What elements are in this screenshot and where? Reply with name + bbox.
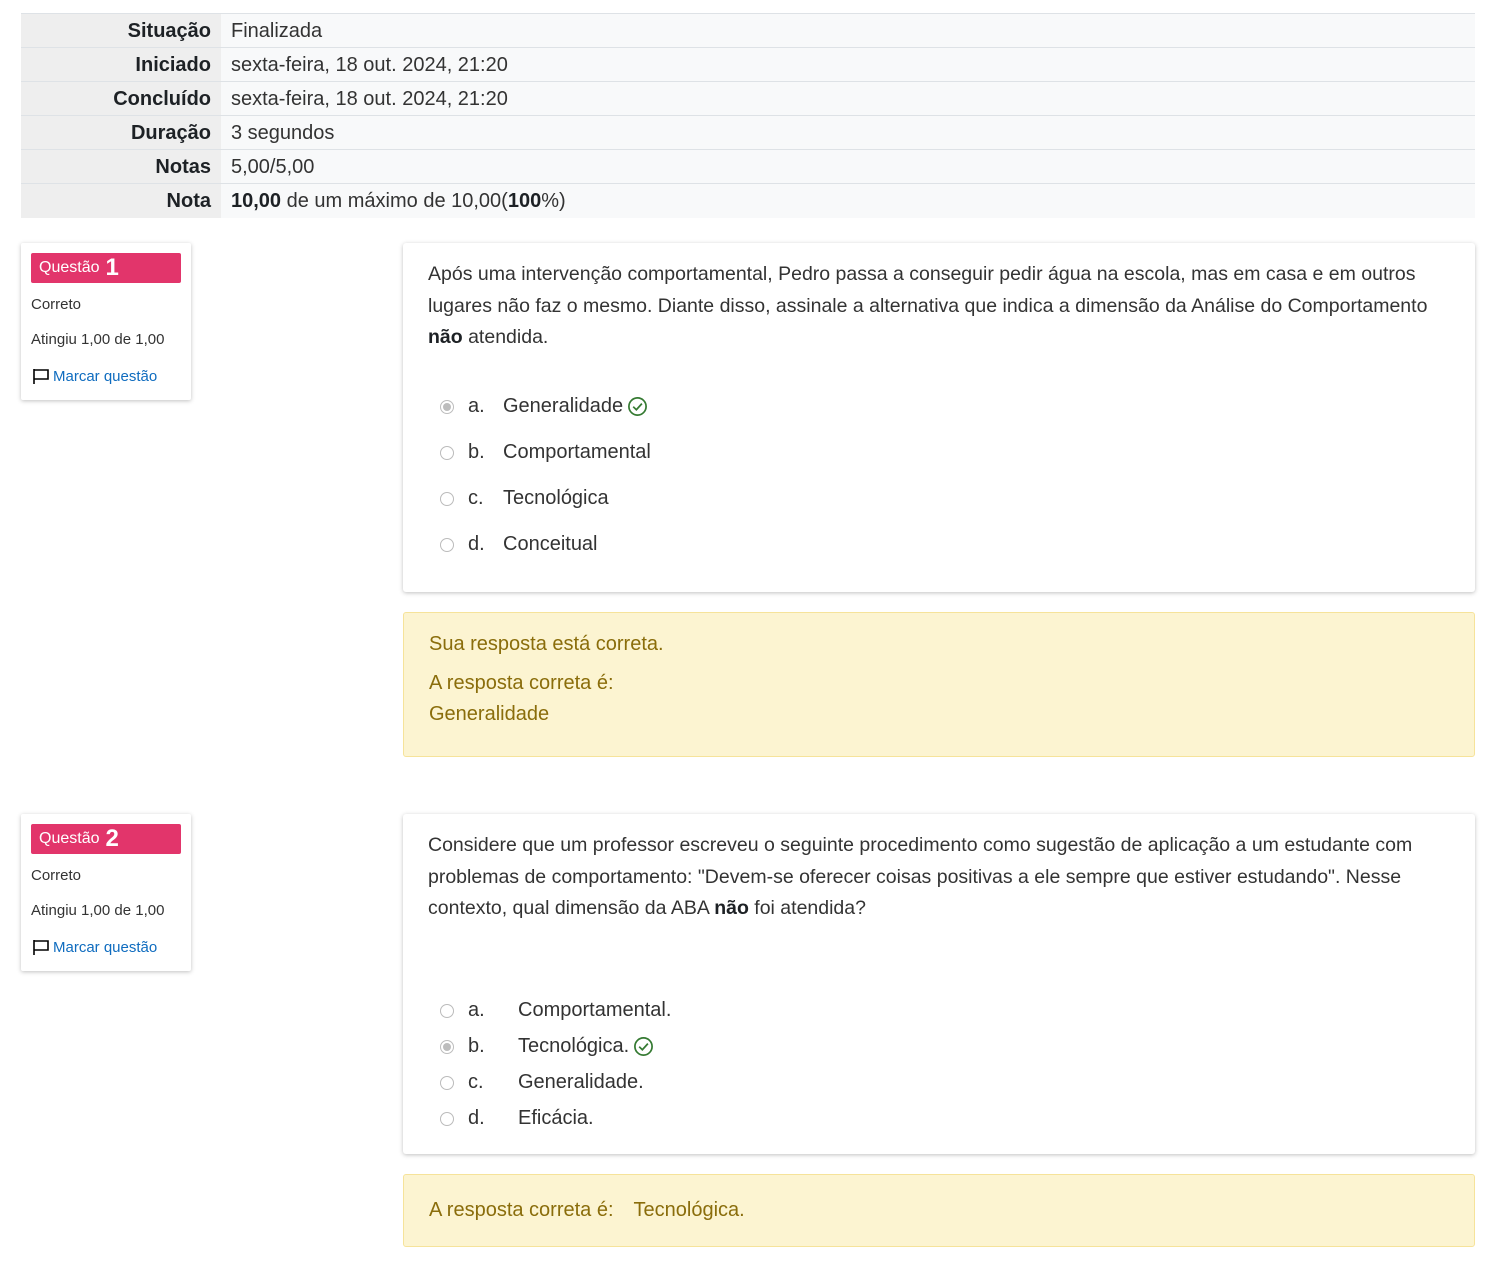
radio-button[interactable] (440, 446, 454, 460)
summary-label: Nota (21, 184, 221, 218)
nota-end: %) (541, 190, 566, 212)
answer-letter: d. (468, 533, 485, 555)
question-number: 2 (105, 825, 119, 852)
attempt-summary-table (21, 13, 1475, 218)
question-number: 1 (105, 254, 119, 281)
radio-button[interactable] (440, 1076, 454, 1090)
summary-value (221, 184, 566, 218)
answer-text: Tecnológica. (518, 1035, 630, 1057)
summary-value: 5,00/5,00 (231, 156, 315, 178)
answer-text: Generalidade. (518, 1071, 644, 1093)
answer-text: Generalidade (503, 395, 624, 417)
summary-row-situacao (21, 14, 1475, 48)
question-state: Correto (31, 296, 82, 313)
summary-row-concluido (21, 82, 1475, 116)
summary-row-nota (21, 184, 1475, 218)
radio-selected[interactable] (440, 400, 454, 414)
radio-selected[interactable] (440, 1040, 454, 1054)
flag-question-link[interactable] (31, 937, 181, 957)
flag-icon (31, 366, 51, 386)
question-1-info (21, 243, 191, 400)
question-text-part: foi atendida? (748, 897, 866, 919)
summary-row-duracao (21, 116, 1475, 150)
summary-label: Situação (21, 14, 221, 47)
correct-answer-value: Generalidade (429, 703, 550, 725)
summary-value: sexta-feira, 18 out. 2024, 21:20 (231, 54, 508, 76)
correct-answer-label: A resposta correta é: (429, 672, 614, 694)
flag-question-label[interactable]: Marcar questão (53, 367, 158, 385)
answer-option[interactable] (428, 430, 1450, 476)
answer-text: Eficácia. (518, 1107, 594, 1129)
summary-row-notas (21, 150, 1475, 184)
answer-text: Tecnológica (503, 487, 609, 509)
answer-text: Comportamental. (518, 999, 672, 1021)
radio-button[interactable] (440, 1112, 454, 1126)
question-2-content (403, 814, 1475, 1154)
answer-letter: c. (468, 1071, 484, 1093)
question-2-feedback (403, 1174, 1475, 1247)
question-text (428, 259, 1450, 354)
question-number-badge (31, 824, 181, 854)
answer-option[interactable] (428, 384, 1450, 430)
summary-value: 3 segundos (231, 122, 335, 144)
question-1-content (403, 243, 1475, 592)
answer-text: Comportamental (503, 441, 651, 463)
answer-letter: d. (468, 1107, 485, 1129)
question-number-badge (31, 253, 181, 283)
answer-option[interactable] (428, 1065, 1450, 1101)
flag-question-label[interactable]: Marcar questão (53, 938, 158, 956)
answer-letter: a. (468, 999, 485, 1021)
question-label: Questão (39, 259, 100, 276)
summary-label: Duração (21, 116, 221, 149)
summary-value: sexta-feira, 18 out. 2024, 21:20 (231, 88, 508, 110)
answer-letter: c. (468, 487, 484, 509)
question-text-emphasis: não (428, 326, 463, 348)
question-text-emphasis: não (714, 897, 749, 919)
question-state: Correto (31, 867, 82, 884)
question-text-part: Após uma intervenção comportamental, Pedro passa a conseguir pedir água na escola, mas em casa e em outros lugares não faz o mesmo. Diante disso, assinale a alternativa que indica a dimensão da Análise do Comportamento (428, 263, 1428, 317)
correct-check-icon (627, 396, 648, 417)
summary-label: Concluído (21, 82, 221, 115)
radio-button[interactable] (440, 1004, 454, 1018)
question-grade: Atingiu 1,00 de 1,00 (31, 331, 165, 348)
answer-option[interactable] (428, 1029, 1450, 1065)
summary-label: Iniciado (21, 48, 221, 81)
radio-button[interactable] (440, 538, 454, 552)
correct-answer-value: Tecnológica. (633, 1199, 745, 1221)
answer-option[interactable] (428, 522, 1450, 568)
answer-letter: a. (468, 395, 485, 417)
answer-options (428, 384, 1450, 568)
correct-answer-label: A resposta correta é: (429, 1199, 614, 1221)
answer-options (428, 993, 1450, 1137)
summary-label: Notas (21, 150, 221, 183)
correct-check-icon (633, 1036, 654, 1057)
question-text-part: Considere que um professor escreveu o seguinte procedimento como sugestão de aplicação a um estudante com problemas de comportamento: "Devem-se oferecer coisas positivas a ele sempre que estiver estudando". Nesse contexto, qual dimensão da ABA (428, 834, 1413, 919)
question-label: Questão (39, 830, 100, 847)
feedback-status: Sua resposta está correta. (429, 633, 664, 655)
answer-option[interactable] (428, 476, 1450, 522)
summary-value: Finalizada (231, 20, 323, 42)
answer-option[interactable] (428, 1101, 1450, 1137)
answer-text: Conceitual (503, 533, 598, 555)
radio-button[interactable] (440, 492, 454, 506)
question-1-feedback (403, 612, 1475, 757)
summary-row-iniciado (21, 48, 1475, 82)
answer-letter: b. (468, 441, 485, 463)
question-text-part: atendida. (462, 326, 549, 348)
answer-option[interactable] (428, 993, 1450, 1029)
nota-score: 10,00 (231, 190, 282, 212)
flag-icon (31, 937, 51, 957)
nota-percent: 100 (507, 190, 542, 212)
question-2-info (21, 814, 191, 971)
question-text (428, 830, 1450, 925)
question-grade: Atingiu 1,00 de 1,00 (31, 902, 165, 919)
flag-question-link[interactable] (31, 366, 181, 386)
nota-middle: de um máximo de 10,00( (281, 190, 508, 212)
answer-letter: b. (468, 1035, 485, 1057)
